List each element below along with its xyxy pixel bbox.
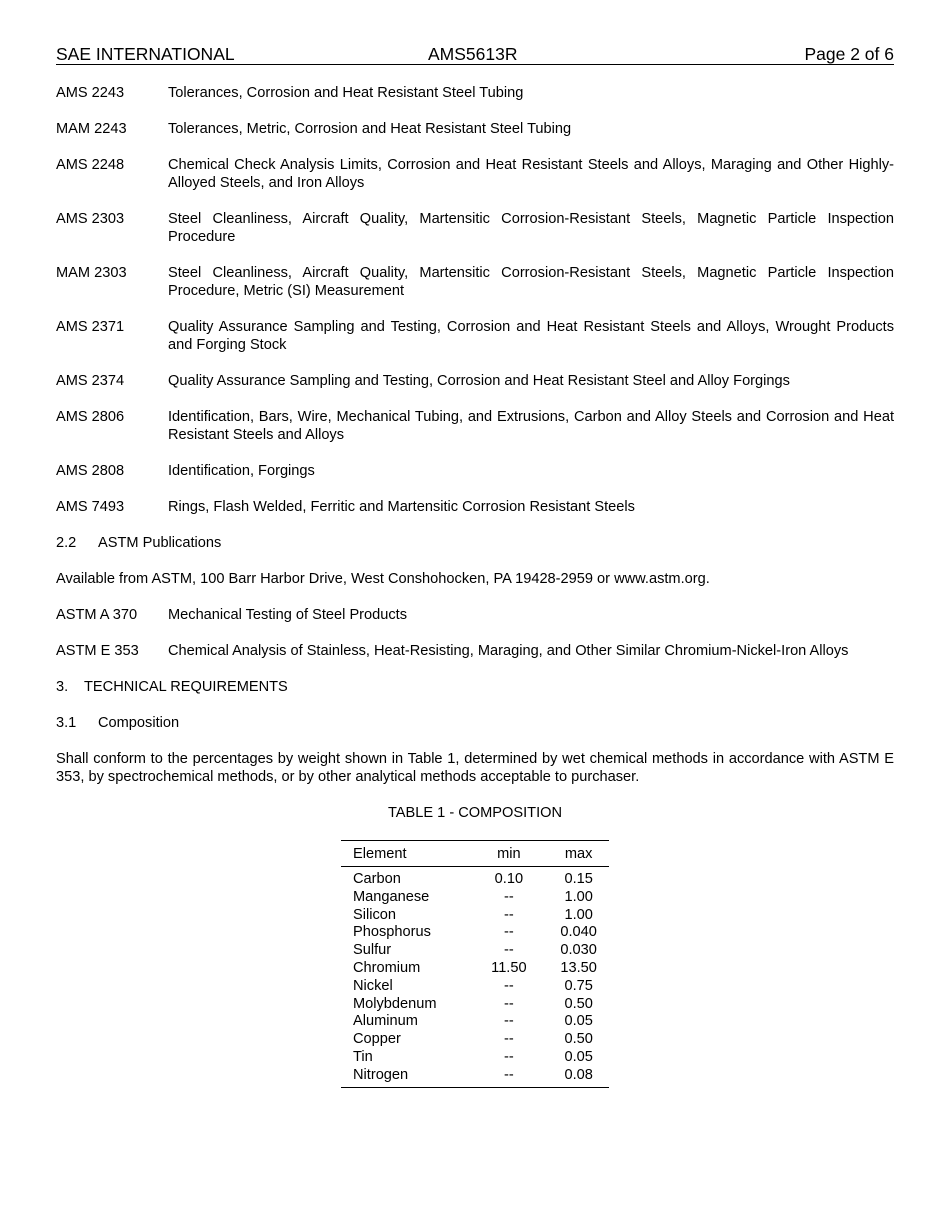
reference-code: AMS 2248 [56,157,125,173]
cell-element: Copper [353,1031,401,1048]
cell-max: 0.05 [564,1013,593,1030]
cell-max: 0.08 [564,1066,593,1083]
cell-max: 1.00 [564,906,593,923]
reference-title: Steel Cleanliness, Aircraft Quality, Martensitic Corrosion-Resistant Steels, Magnetic Particle Inspection Procedure [168,211,894,245]
table-row [341,867,609,889]
cell-element: Carbon [353,871,401,887]
table-row [341,1013,609,1031]
table-row [341,1067,609,1087]
cell-min: -- [504,1013,514,1030]
table-row [341,889,609,907]
section-2-2-heading [56,534,894,552]
astm-availability: Available from ASTM, 100 Barr Harbor Drive, West Conshohocken, PA 19428-2959 or www.astm.org. [56,571,710,587]
table-row [341,978,609,996]
reference-item [56,462,894,480]
reference-item [56,606,894,624]
cell-element: Aluminum [353,1013,418,1030]
composition-table [341,840,609,1088]
cell-min: -- [504,1066,514,1083]
cell-min: -- [504,924,514,941]
astm-reference-list [56,606,894,660]
reference-code: MAM 2243 [56,121,127,137]
cell-max: 1.00 [564,888,593,905]
section-3-heading [56,678,894,696]
reference-title: Chemical Analysis of Stainless, Heat-Resisting, Maraging, and Other Similar Chromium-Nickel-Iron Alloys [168,643,849,659]
table-row [341,942,609,960]
reference-title: Identification, Bars, Wire, Mechanical Tubing, and Extrusions, Carbon and Alloy Steels and Corrosion and Heat Resistant Steels and Alloys [168,409,894,443]
reference-code: ASTM E 353 [56,643,139,659]
cell-max: 0.040 [560,924,597,941]
table-row [341,996,609,1014]
section-number: 3.1 [56,715,77,731]
cell-element: Phosphorus [353,924,431,941]
cell-min: 0.10 [494,871,524,887]
reference-item [56,210,894,246]
cell-min: -- [504,888,514,905]
cell-max: 13.50 [560,959,597,976]
section-number: 2.2 [56,535,77,551]
header-page-number: Page 2 of 6 [804,44,894,64]
cell-element: Molybdenum [353,995,437,1012]
header-document-number: AMS5613R [428,44,518,64]
cell-max: 0.75 [564,977,593,994]
reference-item [56,642,894,660]
reference-code: AMS 2806 [56,409,125,425]
section-title: TECHNICAL REQUIREMENTS [84,679,288,695]
cell-element: Nitrogen [353,1066,409,1083]
cell-max: 0.15 [564,871,593,887]
cell-max: 0.50 [564,995,593,1012]
reference-code: AMS 2374 [56,373,125,389]
cell-max: 0.50 [564,1031,593,1048]
page-header [56,44,894,65]
reference-code: AMS 2243 [56,85,125,101]
reference-code: AMS 7493 [56,499,125,515]
reference-item [56,84,894,102]
section-number: 3. [56,679,69,695]
cell-element: Manganese [353,888,430,905]
reference-code: AMS 2808 [56,463,125,479]
table-row [341,907,609,925]
cell-element: Nickel [353,977,393,994]
reference-title: Identification, Forgings [168,463,315,479]
header-min: min [497,846,521,862]
section-title: Composition [98,715,180,731]
reference-title: Steel Cleanliness, Aircraft Quality, Martensitic Corrosion-Resistant Steels, Magnetic Particle Inspection Procedure, Metric (SI) Measurement [168,265,894,299]
reference-item [56,372,894,390]
header-max: max [564,846,593,862]
table-row [341,924,609,942]
cell-element: Tin [353,1048,373,1065]
header-organization: SAE INTERNATIONAL [56,44,235,64]
table-header-row [341,841,609,867]
reference-code: MAM 2303 [56,265,127,281]
reference-title: Rings, Flash Welded, Ferritic and Martensitic Corrosion Resistant Steels [168,499,635,515]
reference-item [56,156,894,192]
reference-title: Tolerances, Metric, Corrosion and Heat Resistant Steel Tubing [168,121,572,137]
reference-title: Quality Assurance Sampling and Testing, Corrosion and Heat Resistant Steel and Alloy Forgings [168,373,790,389]
document-body [56,84,894,1088]
reference-code: AMS 2303 [56,211,125,227]
reference-item [56,120,894,138]
cell-max: 0.05 [564,1048,593,1065]
cell-element: Sulfur [353,942,392,959]
cell-min: 11.50 [491,959,527,976]
reference-title: Tolerances, Corrosion and Heat Resistant Steel Tubing [168,85,524,101]
reference-title: Mechanical Testing of Steel Products [168,607,408,623]
reference-item [56,318,894,354]
reference-title: Quality Assurance Sampling and Testing, Corrosion and Heat Resistant Steels and Alloys, Wrought Products and Forging Stock [168,319,894,353]
composition-paragraph: Shall conform to the percentages by weight shown in Table 1, determined by wet chemical methods in accordance with ASTM E 353, by spectrochemical methods, or by other analytical methods acceptable to purchaser. [56,751,894,785]
table-row [341,1049,609,1067]
cell-min: -- [504,977,514,994]
cell-element: Silicon [353,906,396,923]
reference-item [56,498,894,516]
reference-list [56,84,894,516]
reference-title: Chemical Check Analysis Limits, Corrosion and Heat Resistant Steels and Alloys, Maraging and Other Highly-Alloyed Steels, and Iron Alloys [168,157,894,191]
table-caption: TABLE 1 - COMPOSITION [387,805,563,821]
reference-item [56,264,894,300]
cell-min: -- [504,906,514,923]
cell-min: -- [504,995,514,1012]
cell-min: -- [504,1048,514,1065]
table-row [341,960,609,978]
cell-min: -- [504,942,514,959]
header-element: Element [353,846,407,862]
section-title: ASTM Publications [98,535,222,551]
section-3-1-heading [56,714,894,732]
reference-code: AMS 2371 [56,319,125,335]
reference-item [56,408,894,444]
cell-max: 0.030 [560,942,597,959]
table-row [341,1031,609,1049]
reference-code: ASTM A 370 [56,607,138,623]
cell-element: Chromium [353,959,421,976]
cell-min: -- [504,1031,514,1048]
